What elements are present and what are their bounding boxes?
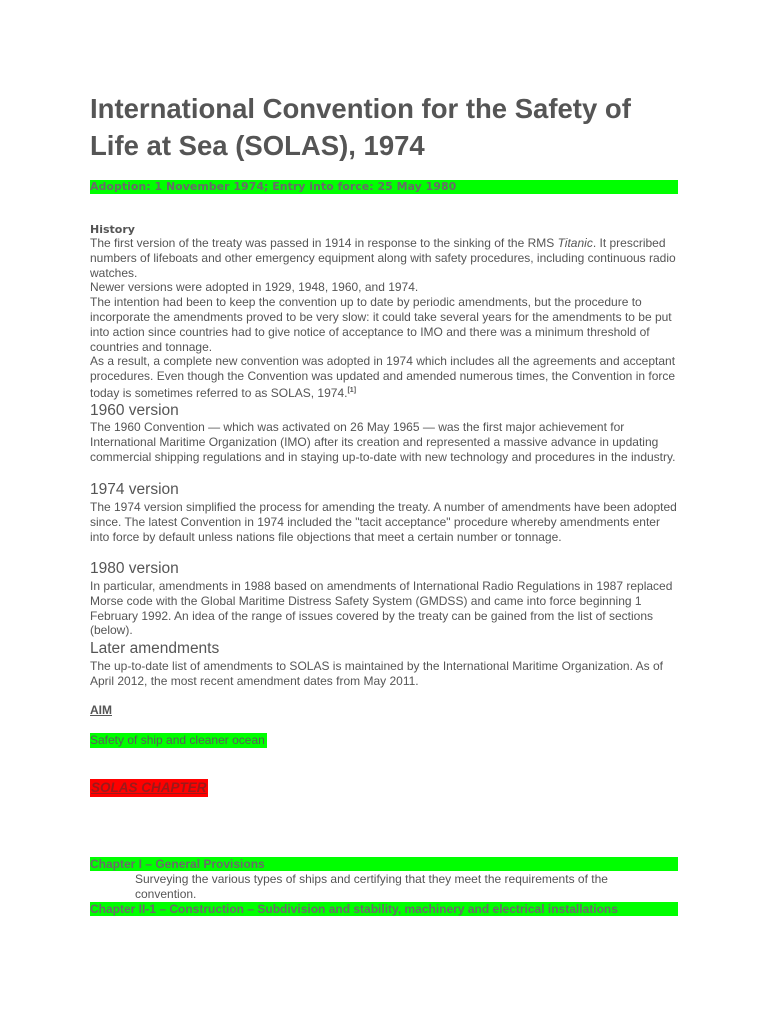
solas-chapter-heading: SOLAS CHAPTER <box>91 780 207 795</box>
chapter-2-1-title: Chapter II-1 – Construction – Subdivision and stability, machinery and electrical installations <box>90 902 678 916</box>
history-paragraph-3: The intention had been to keep the convention up to date by periodic amendments, but the procedure to incorporate the amendments proved to be very slow: it could take several years for the amendments to be put into action since countries had to give notice of acceptance to IMO and there was a minimum threshold of countries and tonnage. <box>90 295 672 354</box>
history-label: History <box>90 223 135 236</box>
heading-later-amendments: Later amendments <box>90 640 220 657</box>
history-paragraph-2: Newer versions were adopted in 1929, 1948, 1960, and 1974. <box>90 280 419 295</box>
chapter-1-description: Surveying the various types of ships and certifying that they meet the requirements of the convention. <box>135 872 608 901</box>
chapter-1-title: Chapter I – General Provisions <box>90 857 678 871</box>
history-section <box>90 236 680 401</box>
history-paragraph-4: As a result, a complete new convention was adopted in 1974 which includes all the agreements and acceptant procedures. Even though the Convention was updated and amended numerous times, the Convention in force today is sometimes referred to as SOLAS, 1974.[1] <box>90 354 676 400</box>
text-1980-version: In particular, amendments in 1988 based on amendments of International Radio Regulations in 1987 replaced Morse code with the Global Maritime Distress Safety System (GMDSS) and came into force beginning 1 February 1992. An idea of the range of issues covered by the treaty can be gained from the list of sections (below). <box>90 579 673 638</box>
history-paragraph-1: The first version of the treaty was passed in 1914 in response to the sinking of the RMS Titanic. It prescribed numbers of lifeboats and other emergency equipment along with safety procedures, including continuous radio watches. <box>90 236 676 280</box>
heading-1974-version: 1974 version <box>90 481 179 498</box>
text-1960-version: The 1960 Convention — which was activated on 26 May 1965 — was the first major achievement for International Maritime Organization (IMO) after its creation and represented a massive advance in updating commercial shipping regulations and in staying up-to-date with new technology and procedures in the industry. <box>90 420 676 464</box>
titanic-italic: Titanic <box>557 236 593 250</box>
heading-1960-version: 1960 version <box>90 402 179 419</box>
aim-value-highlight: Safety of ship and cleaner ocean <box>90 733 265 747</box>
document-title: International Convention for the Safety of Life at Sea (SOLAS), 1974 <box>90 93 631 161</box>
text-1974-version: The 1974 version simplified the process for amending the treaty. A number of amendments have been adopted since. The latest Convention in 1974 included the "tacit acceptance" procedure whereby amendments enter into force by default unless nations file objections that meet a certain number or tonnage. <box>90 500 677 544</box>
heading-1980-version: 1980 version <box>90 560 179 577</box>
aim-label: AIM <box>90 703 112 717</box>
text-later-amendments: The up-to-date list of amendments to SOLAS is maintained by the International Maritime Organization. As of April 2012, the most recent amendment dates from May 2011. <box>90 659 663 688</box>
reference-link[interactable]: [1] <box>347 386 357 394</box>
adoption-dates-highlight: Adoption: 1 November 1974; Entry into force: 25 May 1980 <box>90 180 678 194</box>
